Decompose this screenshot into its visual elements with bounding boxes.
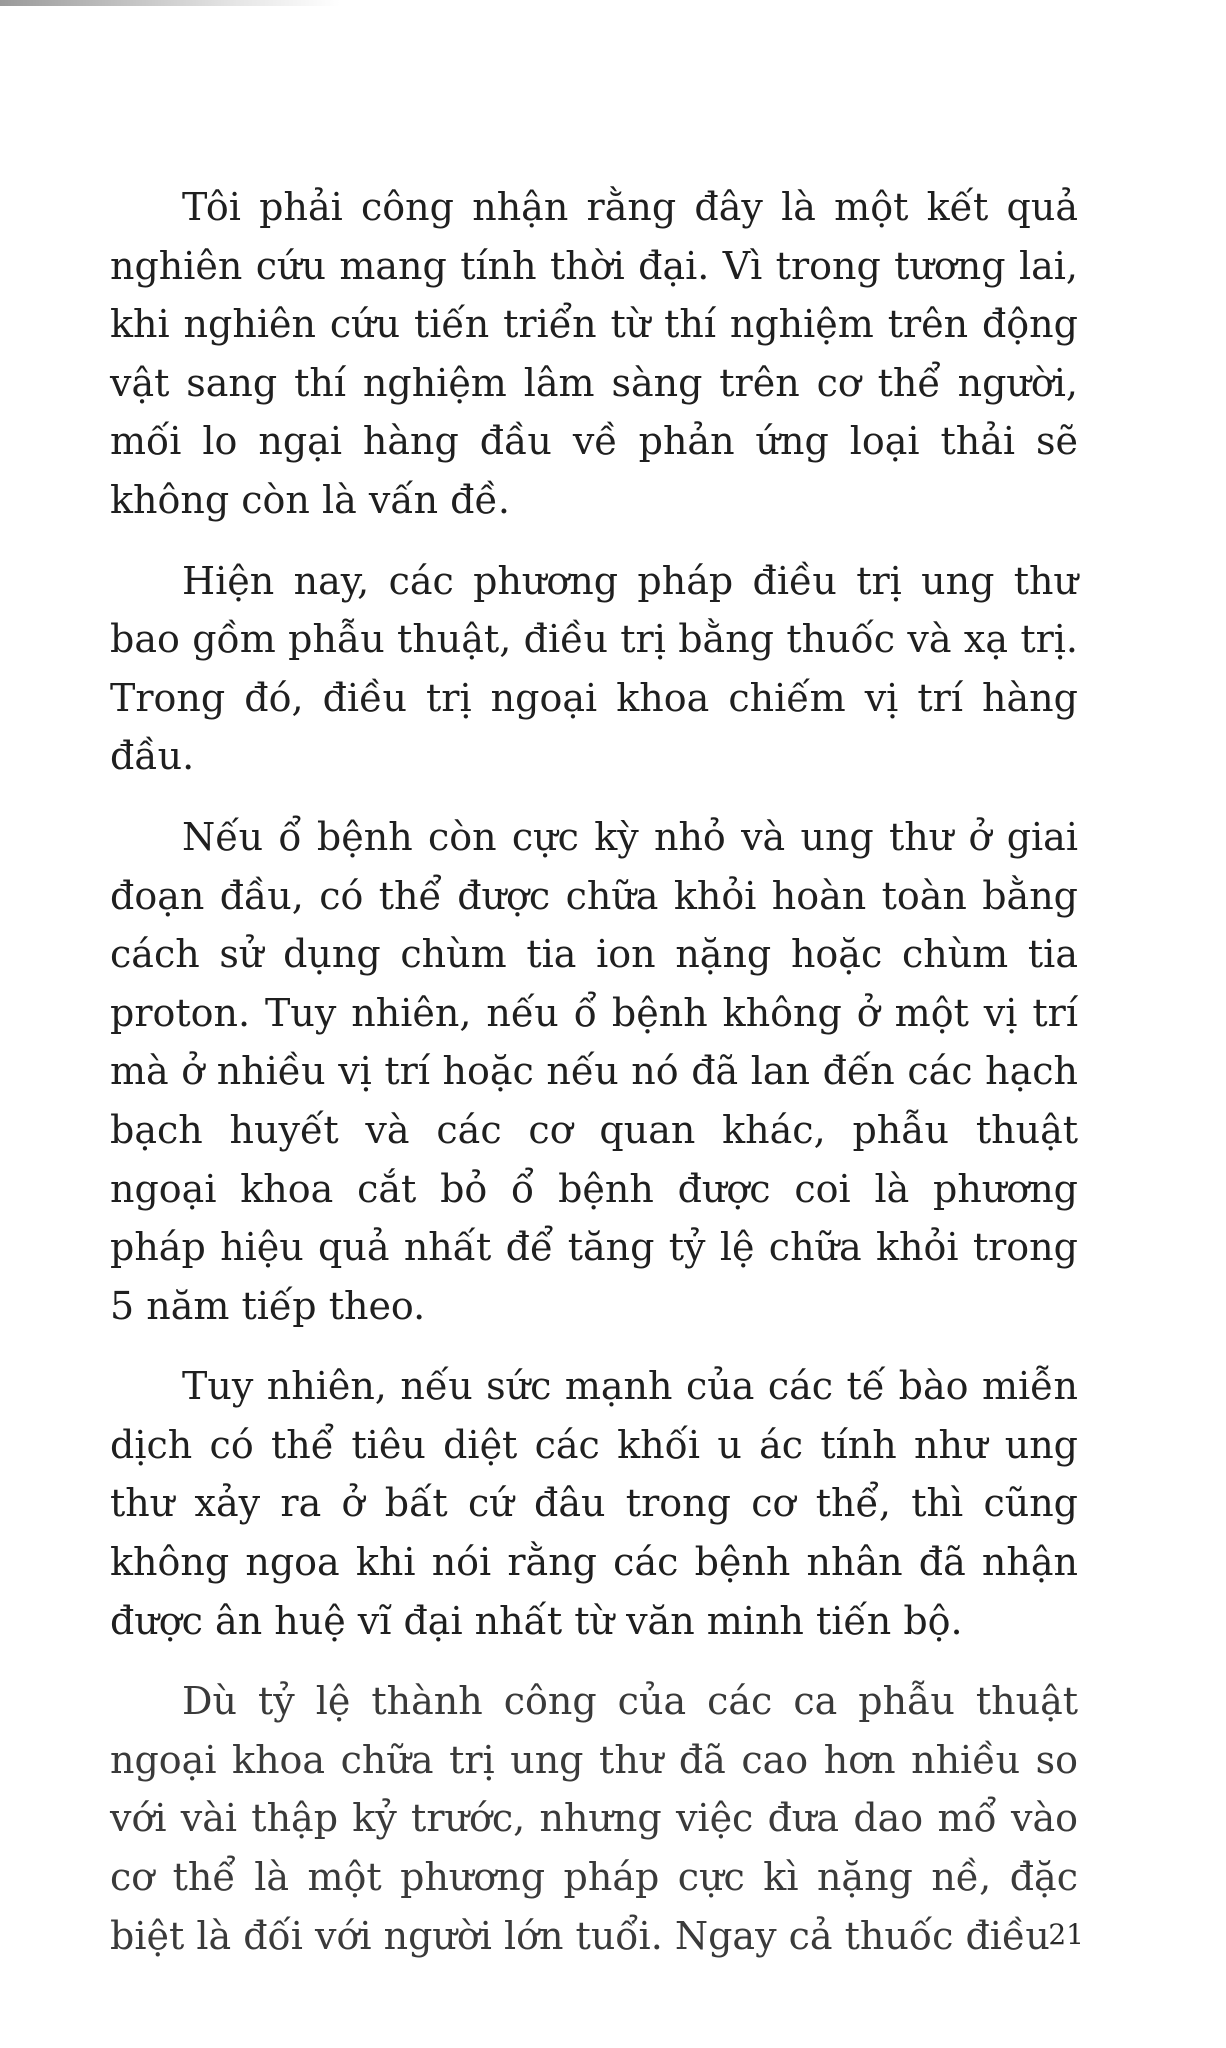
paragraph-5: Dù tỷ lệ thành công của các ca phẫu thuật ngoại khoa chữa trị ung thư đã cao hơn nhiều so với vài thập kỷ trước, nhưng việc đưa dao mổ vào cơ thể là một phương pháp cực kì nặng nề, đặc biệt là đối với người lớn tuổi. Ngay cả thuốc điều <box>110 1679 1078 1958</box>
paragraph-3: Nếu ổ bệnh còn cực kỳ nhỏ và ung thư ở giai đoạn đầu, có thể được chữa khỏi hoàn toàn bằng cách sử dụng chùm tia ion nặng hoặc chùm tia proton. Tuy nhiên, nếu ổ bệnh không ở một vị trí mà ở nhiều vị trí hoặc nếu nó đã lan đến các hạch bạch huyết và các cơ quan khác, phẫu thuật ngoại khoa cắt bỏ ổ bệnh được coi là phương pháp hiệu quả nhất để tăng tỷ lệ chữa khỏi trong 5 năm tiếp theo. <box>110 814 1078 1328</box>
paragraph-4: Tuy nhiên, nếu sức mạnh của các tế bào miễn dịch có thể tiêu diệt các khối u ác tính như ung thư xảy ra ở bất cứ đâu trong cơ thể, thì cũng không ngoa khi nói rằng các bệnh nhân đã nhận được ân huệ vĩ đại nhất từ văn minh tiến bộ. <box>110 1364 1078 1643</box>
scan-edge-shadow <box>0 0 340 6</box>
page-number: 21 <box>1048 1918 1084 1951</box>
body-text <box>110 178 1078 1987</box>
paragraph-1: Tôi phải công nhận rằng đây là một kết quả nghiên cứu mang tính thời đại. Vì trong tương lai, khi nghiên cứu tiến triển từ thí nghiệm trên động vật sang thí nghiệm lâm sàng trên cơ thể người, mối lo ngại hàng đầu về phản ứng loại thải sẽ không còn là vấn đề. <box>110 185 1078 522</box>
paragraph-2: Hiện nay, các phương pháp điều trị ung thư bao gồm phẫu thuật, điều trị bằng thuốc và xạ trị. Trong đó, điều trị ngoại khoa chiếm vị trí hàng đầu. <box>110 558 1078 779</box>
